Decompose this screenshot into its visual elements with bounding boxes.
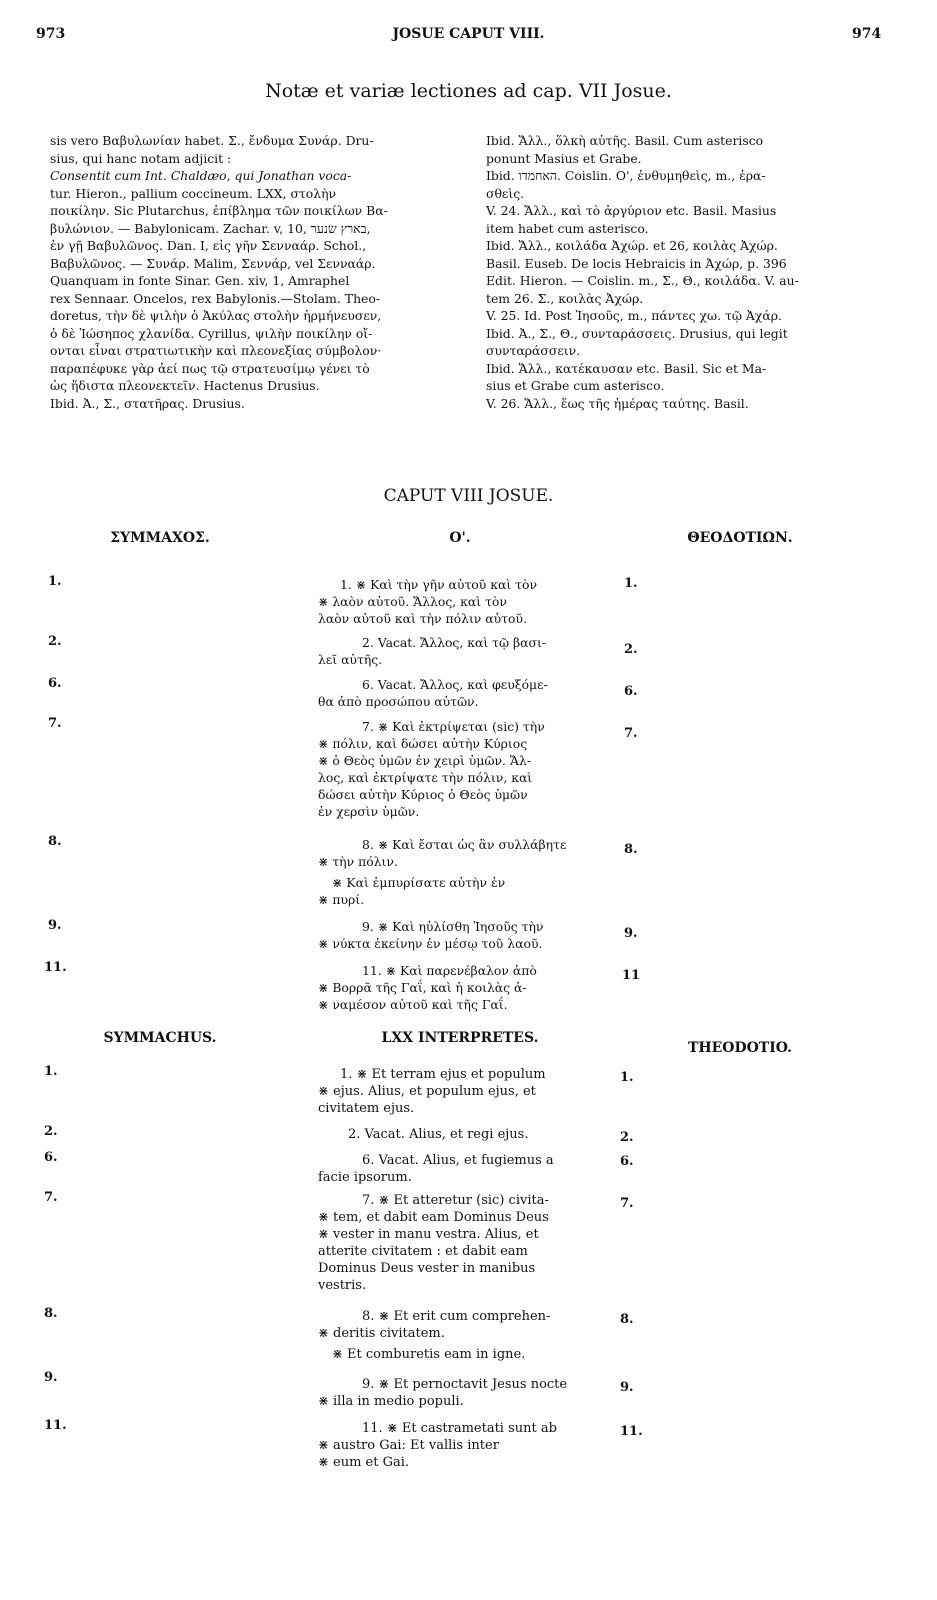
lxx-latin-verse-11	[318, 1420, 588, 1471]
verse-line: 1. ⋇ Et terram ejus et populum	[340, 1067, 546, 1082]
verse-line: civitatem ejus.	[318, 1101, 415, 1116]
verse-line: ⋇ deritis civitatem.	[318, 1326, 445, 1341]
note-line: V. 26. Ἄλλ., ἕως τῆς ἡμέρας ταύτης. Basil.	[486, 395, 749, 411]
note-line: Ibid. Ἄλλ., κοιλάδα Ἀχώρ. et 26, κοιλὰς Ἀχώρ.	[486, 238, 778, 253]
col-header-lxx-greek: Ο'.	[449, 530, 471, 546]
theodotion-verse-number: 7.	[624, 726, 638, 741]
lxx-greek-verse-1	[318, 576, 588, 627]
verse-line: ⋇ Et comburetis eam in igne.	[332, 1347, 526, 1362]
notes-right-column	[486, 132, 906, 412]
note-line: συνταράσσειν.	[486, 343, 581, 358]
symmachus-verse-number: 9.	[48, 918, 62, 933]
verse-line: 7. ⋇ Καὶ ἐκτρίψεται (sic) τὴν	[362, 719, 545, 734]
verse-line: 2. Vacat. Alius, et regi ejus.	[348, 1127, 529, 1142]
verse-line: 9. ⋇ Et pernoctavit Jesus nocte	[362, 1377, 568, 1392]
note-line: ὁ δὲ Ἰώσηπος χλανίδα. Cyrillus, ψιλὴν ποικίλην οἴ-	[50, 325, 373, 341]
verse-line: ⋇ vester in manu vestra. Alius, et	[318, 1227, 539, 1242]
note-line: Edit. Hieron. — Coislin. m., Σ., Θ., κοιλάδα. V. au-	[486, 273, 799, 288]
verse-line: Dominus Deus vester in manibus	[318, 1261, 536, 1276]
note-line: item habet cum asterisco.	[486, 220, 649, 236]
note-line: βυλώνιον. — Babylonicam. Zachar. v, 10, בארץ שנער,	[50, 220, 371, 236]
note-line: sis vero Βαβυλωνίαν habet. Σ., ἔνδυμα Συνάρ. Dru-	[50, 133, 374, 148]
verse-line: 7. ⋇ Et atteretur (sic) civita-	[362, 1193, 549, 1208]
lxx-latin-verse-7	[318, 1192, 588, 1294]
symmachus-verse-number: 8.	[44, 1306, 58, 1321]
theodotion-verse-number: 2.	[620, 1130, 634, 1145]
verse-line: 11. ⋇ Et castrametati sunt ab	[362, 1421, 557, 1436]
symmachus-verse-number: 11.	[44, 1418, 67, 1433]
lxx-greek-verse-11	[318, 962, 588, 1013]
theodotion-verse-number: 11.	[620, 1424, 643, 1439]
lxx-greek-verse-6	[318, 676, 588, 710]
verse-line: 9. ⋇ Καὶ ηὐλίσθη Ἰησοῦς τὴν	[362, 919, 544, 934]
symmachus-verse-number: 7.	[44, 1190, 58, 1205]
symmachus-verse-number: 2.	[48, 634, 62, 649]
col-header-theodotion-greek: ΘΕΟΔΟΤΙΩΝ.	[687, 530, 793, 546]
verse-line: ⋇ eum et Gai.	[318, 1455, 410, 1470]
lxx-greek-verse-2	[318, 634, 588, 668]
verse-line: ⋇ austro Gai: Et vallis inter	[318, 1438, 499, 1453]
note-line: V. 24. Ἄλλ., καὶ τὸ ἀργύριον etc. Basil. Masius	[486, 203, 777, 218]
verse-line: 11. ⋇ Καὶ παρενέβαλον ἀπὸ	[362, 963, 537, 978]
col-header-lxx-latin: LXX INTERPRETES.	[381, 1030, 539, 1046]
verse-line: ⋇ ejus. Alius, et populum ejus, et	[318, 1084, 536, 1099]
theodotion-verse-number: 9.	[624, 926, 638, 941]
symmachus-verse-number: 1.	[48, 574, 62, 589]
symmachus-verse-number: 11.	[44, 960, 67, 975]
notes-title: Notæ et variæ lectiones ad cap. VII Josue.	[265, 80, 672, 102]
verse-line: ⋇ ὁ Θεὸς ὑμῶν ἐν χειρὶ ὑμῶν. Ἄλ-	[318, 753, 532, 768]
note-line: Ibid. Ἀ., Σ., στατῆρας. Drusius.	[50, 395, 245, 411]
verse-line: 6. Vacat. Alius, et fugiemus a	[362, 1153, 554, 1168]
verse-line: ⋇ Καὶ ἐμπυρίσατε αὐτὴν ἐν	[332, 875, 506, 890]
theodotion-verse-number: 2.	[624, 642, 638, 657]
symmachus-verse-number: 2.	[44, 1124, 58, 1139]
verse-line: vestris.	[318, 1278, 367, 1293]
verse-line: 8. ⋇ Et erit cum comprehen-	[362, 1309, 551, 1324]
note-line: rex Sennaar. Oncelos, rex Babylonis.—Stolam. Theo-	[50, 290, 381, 306]
lxx-latin-verse-9	[318, 1376, 588, 1410]
col-header-symmachus-greek: ΣΥΜΜΑΧΟΣ.	[110, 530, 210, 546]
verse-line: ⋇ πόλιν, καὶ δώσει αὐτὴν Κύριος	[318, 736, 528, 751]
note-line: V. 25. Id. Post Ἰησοῦς, m., πάντες χω. τῷ Ἀχάρ.	[486, 308, 782, 323]
symmachus-verse-number: 1.	[44, 1064, 58, 1079]
verse-line: ⋇ νύκτα ἐκείνην ἐν μέσῳ τοῦ λαοῦ.	[318, 936, 543, 951]
verse-line: 1. ⋇ Καὶ τὴν γῆν αὐτοῦ καὶ τὸν	[340, 577, 537, 592]
verse-line: λαὸν αὐτοῦ καὶ τὴν πόλιν αὐτοῦ.	[318, 611, 527, 626]
note-line: Ibid. Ἀ., Σ., Θ., συνταράσσεις. Drusius, qui legit	[486, 325, 788, 341]
verse-line: 2. Vacat. Ἄλλος, καὶ τῷ βασι-	[362, 635, 547, 650]
lxx-greek-verse-9	[318, 918, 588, 952]
lxx-latin-verse-6	[318, 1152, 588, 1186]
note-line: Consentit cum Int. Chaldæo, qui Jonathan voca-	[50, 168, 352, 183]
theodotion-verse-number: 6.	[624, 684, 638, 699]
note-line: sius et Grabe cum asterisco.	[486, 378, 665, 393]
note-line: tur. Hieron., pallium coccineum. LXX, στολὴν	[50, 185, 337, 201]
col-header-theodotion-latin: THEODOTIO.	[687, 1040, 793, 1056]
theodotion-verse-number: 7.	[620, 1196, 634, 1211]
verse-line: λος, καὶ ἐκτρίψατε τὴν πόλιν, καὶ	[318, 770, 533, 785]
verse-line: ⋇ Βορρᾶ τῆς Γαΐ, καὶ ἡ κοιλὰς ἀ-	[318, 980, 527, 995]
note-line: ονται εἶναι στρατιωτικὴν καὶ πλεονεξίας σύμβολον·	[50, 343, 382, 358]
verse-line: δώσει αὐτὴν Κύριος ὁ Θεὸς ὑμῶν	[318, 787, 528, 802]
verse-line: ⋇ ναμέσον αὐτοῦ καὶ τῆς Γαΐ.	[318, 997, 508, 1012]
theodotion-verse-number: 8.	[624, 842, 638, 857]
caput-title: CAPUT VIII JOSUE.	[383, 486, 554, 506]
note-line: tem 26. Σ., κοιλὰς Ἀχώρ.	[486, 290, 644, 306]
symmachus-verse-number: 9.	[44, 1370, 58, 1385]
note-line: Βαβυλῶνος. — Συνάρ. Malim, Σεννάρ, vel Σενναάρ.	[50, 255, 376, 271]
verse-line: ἐν χερσὶν ὑμῶν.	[318, 804, 420, 819]
theodotion-verse-number: 1.	[624, 576, 638, 591]
symmachus-verse-number: 6.	[44, 1150, 58, 1165]
page-number-right: 974	[852, 26, 882, 42]
verse-line: ⋇ tem, et dabit eam Dominus Deus	[318, 1210, 549, 1225]
note-line: ποικίλην. Sic Plutarchus, ἐπίβλημα τῶν ποικίλων Βα-	[50, 203, 388, 218]
verse-line: atterite civitatem : et dabit eam	[318, 1244, 528, 1259]
lxx-greek-verse-8	[318, 836, 588, 908]
verse-line: λεῖ αὐτῆς.	[318, 652, 383, 667]
verse-line: 8. ⋇ Καὶ ἔσται ὡς ἂν συλλάβητε	[362, 837, 567, 852]
verse-line: ⋇ πυρί.	[318, 892, 365, 907]
note-line: παραπέφυκε γὰρ ἀεί πως τῷ στρατευσίμῳ γένει τὸ	[50, 360, 370, 376]
verse-line: ⋇ illa in medio populi.	[318, 1394, 464, 1409]
note-line: Quanquam in fonte Sinar. Gen. xiv, 1, Amraphel	[50, 273, 350, 288]
note-line: σθεὶς.	[486, 185, 525, 201]
verse-line: ⋇ τὴν πόλιν.	[318, 854, 398, 869]
note-line: ἐν γῇ Βαβυλῶνος. Dan. I, εἰς γῆν Σενναάρ. Schol.,	[50, 238, 367, 253]
theodotion-verse-number: 6.	[620, 1154, 634, 1169]
note-line: sius, qui hanc notam adjicit :	[50, 150, 232, 166]
note-line: doretus, τὴν δὲ ψιλὴν ὁ Ἀκύλας στολὴν ἡρμήνευσεν,	[50, 308, 382, 323]
running-title: JOSUE CAPUT VIII.	[392, 26, 545, 42]
theodotion-verse-number: 11	[622, 968, 641, 983]
symmachus-verse-number: 7.	[48, 716, 62, 731]
verse-line: facie ipsorum.	[318, 1170, 412, 1185]
col-header-symmachus-latin: SYMMACHUS.	[103, 1030, 217, 1046]
page-number-left: 973	[36, 26, 66, 42]
symmachus-verse-number: 6.	[48, 676, 62, 691]
note-line: ὡς ἥδιστα πλεονεκτεῖν. Hactenus Drusius.	[50, 378, 320, 393]
lxx-latin-verse-8	[318, 1308, 588, 1363]
note-line: ponunt Masius et Grabe.	[486, 150, 642, 166]
lxx-latin-verse-1	[318, 1066, 588, 1117]
note-line: Ibid. האחמדו. Coislin. Ο', ἐνθυμηθεὶς, m., ἐρα-	[486, 168, 766, 183]
theodotion-verse-number: 9.	[620, 1380, 634, 1395]
theodotion-verse-number: 8.	[620, 1312, 634, 1327]
notes-left-column	[50, 132, 460, 412]
theodotion-verse-number: 1.	[620, 1070, 634, 1085]
verse-line: ⋇ λαὸν αὐτοῦ. Ἄλλος, καὶ τὸν	[318, 594, 507, 609]
note-line: Ibid. Ἄλλ., ὅλκὴ αὐτῆς. Basil. Cum asterisco	[486, 133, 764, 148]
note-line: Basil. Euseb. De locis Hebraicis in Ἀχώρ, p. 396	[486, 255, 787, 271]
verse-line: 6. Vacat. Ἄλλος, καὶ φευξόμε-	[362, 677, 548, 692]
lxx-greek-verse-7	[318, 718, 588, 820]
symmachus-verse-number: 8.	[48, 834, 62, 849]
note-line: Ibid. Ἄλλ., κατέκαυσαν etc. Basil. Sic et Ma-	[486, 360, 767, 376]
verse-line: θα ἀπὸ προσώπου αὐτῶν.	[318, 694, 479, 709]
lxx-latin-verse-2	[318, 1126, 588, 1143]
